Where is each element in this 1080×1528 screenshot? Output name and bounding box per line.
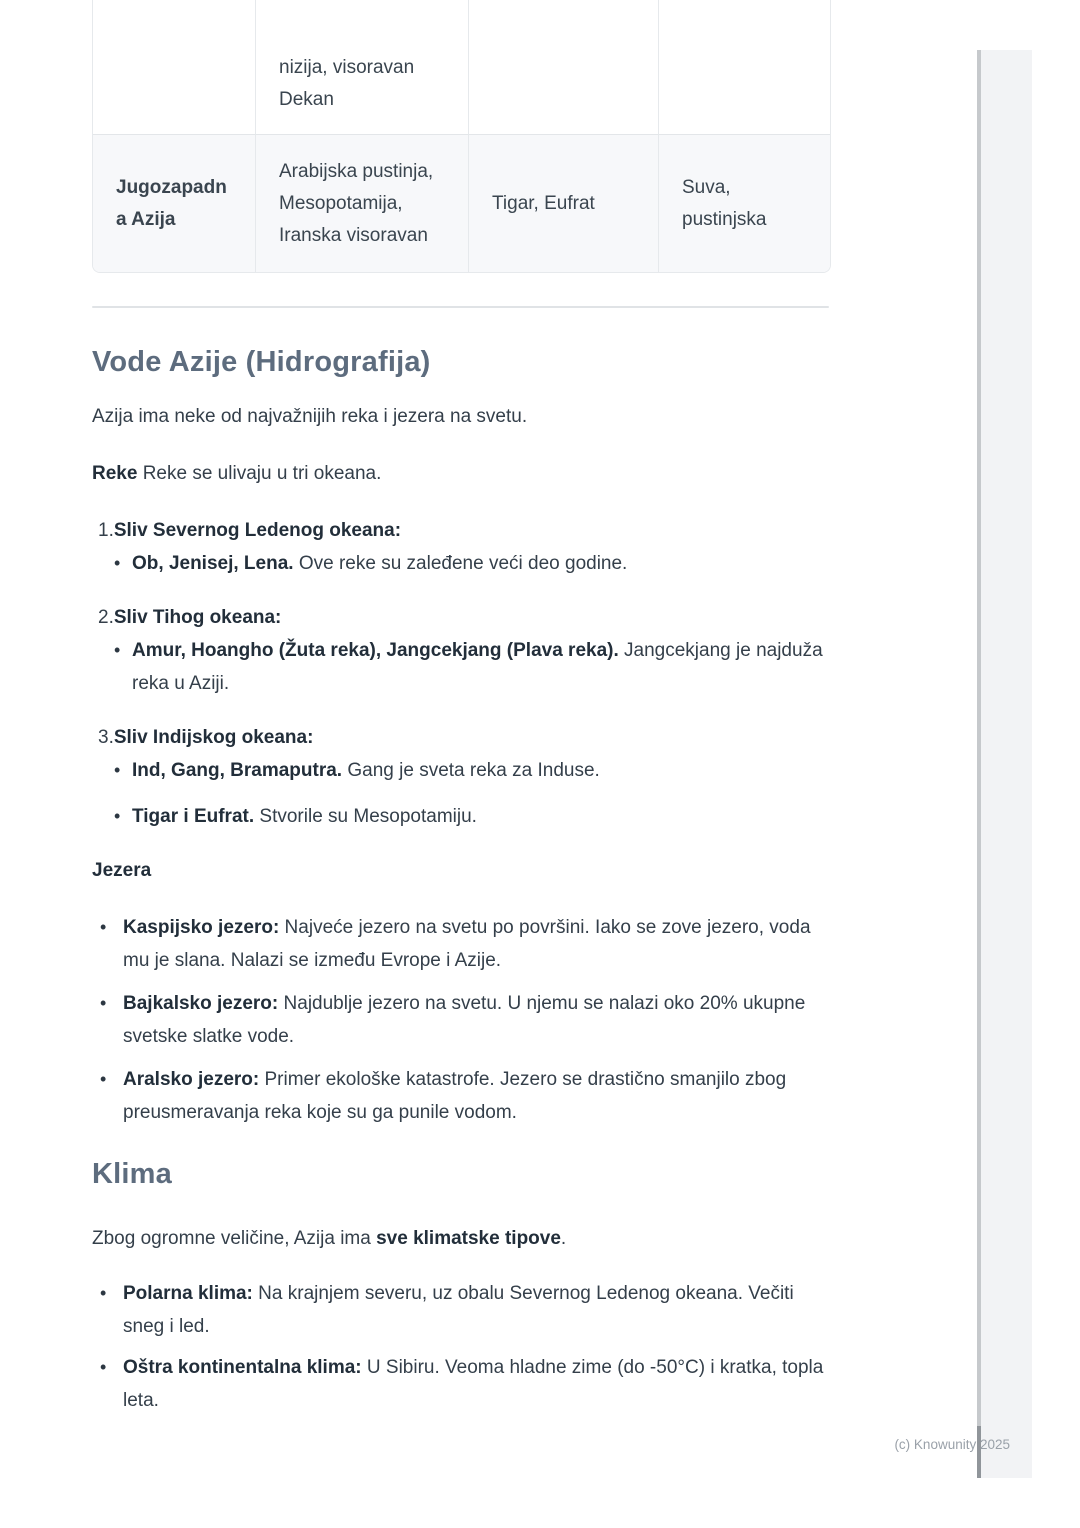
bullet-icon: • [100,917,107,937]
table-cell [469,0,659,135]
bullet-icon: • [114,553,121,573]
list-number: 2. [98,607,114,628]
climate-type-item [92,1351,829,1417]
climate-type-item [92,1277,829,1343]
bullet-icon: • [114,640,121,660]
basin-title: Sliv Indijskog okeana: [113,727,314,748]
lake-description: Najveće jezero na svetu po površini. Iako se zove jezero, voda mu je slana. Nalazi se između Evrope i Azije. [123,917,811,971]
basin-rivers [92,634,829,700]
table-row [93,135,830,272]
section-title-hydrography: Vode Azije (Hidrografija) [92,346,431,378]
river-names: Tigar i Eufrat. [132,806,255,827]
lake-name: Bajkalsko jezero: [123,993,279,1014]
climate-intro-post: . [560,1228,567,1249]
climate-type-description: Na krajnjem severu, uz obalu Severnog Ledenog okeana. Večiti sneg i led. [123,1283,794,1337]
bullet-icon: • [100,993,107,1013]
river-note: Stvorile su Mesopotamiju. [254,806,477,827]
bullet-icon: • [100,1283,107,1303]
list-number: 1. [98,520,114,541]
section-title-climate: Klima [92,1158,172,1190]
bullet-icon: • [100,1357,107,1377]
lake-name: Kaspijsko jezero: [123,917,280,938]
scrollbar-track[interactable] [977,50,1032,1478]
basin-rivers [92,547,829,580]
river-item [92,634,829,700]
rivers-paragraph [92,457,829,490]
river-names: Amur, Hoangho (Žuta reka), Jangcekjang (Plava reka). [132,640,619,661]
table-row [93,0,830,135]
climate-intro-bold: sve klimatske tipove [376,1228,561,1249]
basin-item [92,721,829,833]
lake-description: Najdublje jezero na svetu. U njemu se nalazi oko 20% ukupne svetske slatke vode. [123,993,806,1047]
regions-table [92,0,831,273]
climate-intro [92,1222,829,1255]
lake-item [92,987,829,1053]
hydrography-intro: Azija ima neke od najvažnijih reka i jezera na svetu. [92,406,528,427]
rivers-text: Reke se ulivaju u tri okeana. [137,463,382,484]
river-note: Jangcekjang je najduža reka u Aziji. [132,640,823,694]
basin-title: Sliv Severnog Ledenog okeana: [113,520,402,541]
river-item [92,547,829,580]
basin-title: Sliv Tihog okeana: [113,607,282,628]
river-item [92,800,829,833]
lakes-label: Jezera [92,860,152,881]
bullet-icon: • [114,760,121,780]
section-divider [92,306,829,308]
basin-item [92,601,829,700]
basins-list [92,514,829,833]
lake-name: Aralsko jezero: [123,1069,260,1090]
basin-rivers [92,754,829,833]
river-note: Ove reke su zaleđene veći deo godine. [293,553,628,574]
rivers-label: Reke [92,463,138,484]
bullet-icon: • [100,1069,107,1089]
river-note: Gang je sveta reka za Induse. [342,760,600,781]
basin-item [92,514,829,580]
bullet-icon: • [114,806,121,826]
climate-type-description: U Sibiru. Veoma hladne zime (do -50°C) i kratka, topla leta. [123,1357,824,1411]
climate-types-list [92,1277,829,1417]
lake-item [92,1063,829,1129]
copyright-notice: (c) Knowunity 2025 [894,1437,1010,1452]
list-number: 3. [98,727,114,748]
table-cell-region: Jugozapadna Azija [93,135,256,272]
lakes-list [92,911,829,1129]
climate-type-name: Polarna klima: [123,1283,253,1304]
table-cell [659,0,830,135]
table-cell: nizija, visoravan Dekan [256,0,469,135]
river-names: Ind, Gang, Bramaputra. [132,760,343,781]
table-cell: Tigar, Eufrat [469,135,659,272]
river-names: Ob, Jenisej, Lena. [132,553,294,574]
climate-intro-pre: Zbog ogromne veličine, Azija ima [92,1228,377,1249]
table-cell: Arabijska pustinja, Mesopotamija, Iranska visoravan [256,135,469,272]
scrollbar-thumb[interactable] [977,1426,981,1478]
river-item [92,754,829,787]
table-cell [93,0,256,135]
climate-type-name: Oštra kontinentalna klima: [123,1357,362,1378]
lake-item [92,911,829,977]
scrollbar-line [977,50,981,1478]
document-content [92,0,829,1417]
table-cell: Suva, pustinjska [659,135,830,272]
lake-description: Primer ekološke katastrofe. Jezero se drastično smanjilo zbog preusmeravanja reka koje su ga punile vodom. [123,1069,787,1123]
